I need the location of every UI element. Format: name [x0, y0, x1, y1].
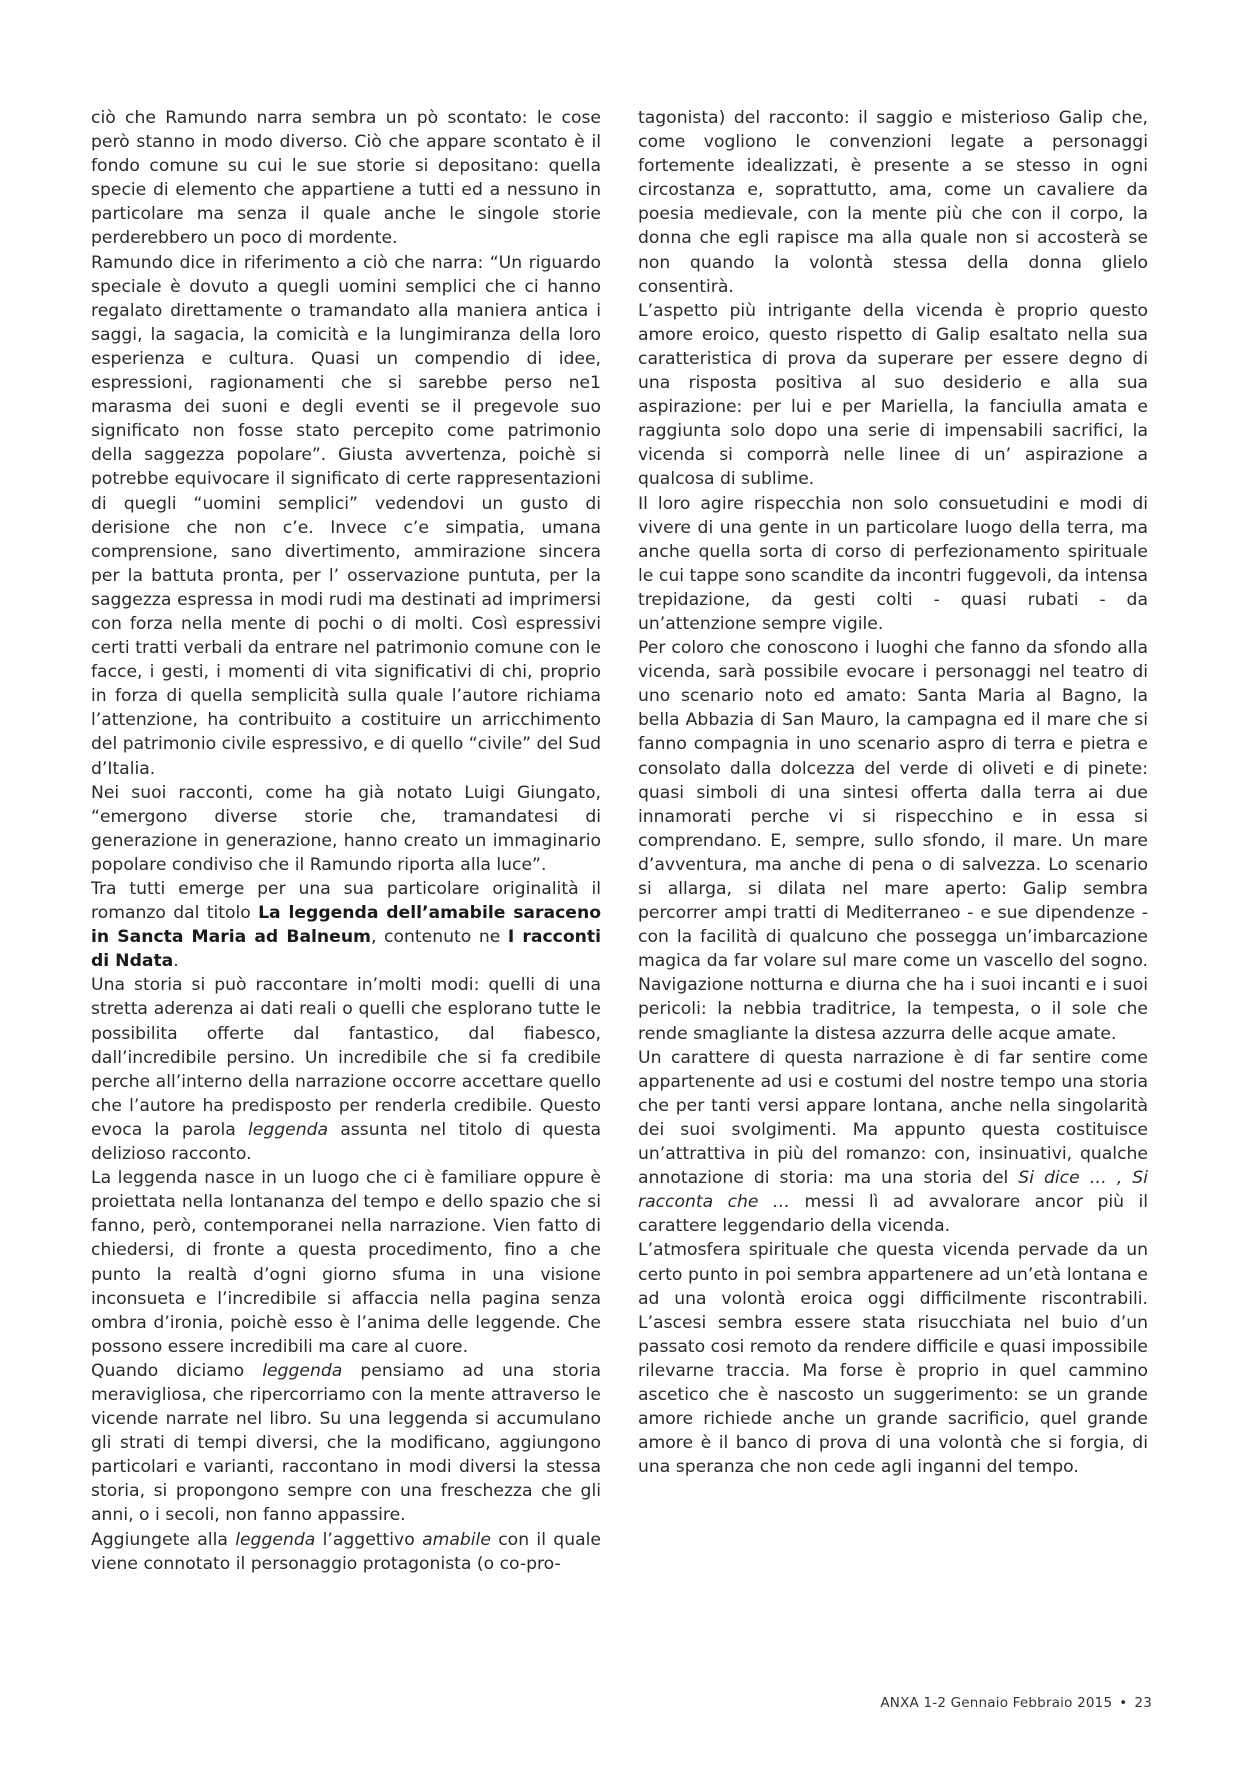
- italic-word: amabile: [422, 1529, 491, 1550]
- text-run: Un carattere di questa narrazione è di far sentire come appartenente ad usi e costumi del nostre tempo una storia che per tanti versi appare lontana, anche nella singolarità dei suoi svolgimenti. Ma appunto questa costituisce un’attrattiva in più del romanzo: con, insinuativi, qualche annotazione di storia: ma una storia del: [638, 1047, 1148, 1189]
- page-number: 23: [1134, 1695, 1152, 1711]
- paragraph: Nei suoi racconti, come ha già notato Luigi Giungato, “emergono diverse storie che, tramandatesi di generazione in generazione, hanno creato un immaginario popolare condiviso che il Ramundo riporta alla luce”.: [91, 782, 601, 875]
- text-run: assunta nel titolo di questa delizioso racconto.: [91, 1119, 601, 1165]
- paragraph: [638, 1046, 1148, 1239]
- paragraph: L’atmosfera spirituale che questa vicenda pervade da un certo punto in poi sembra appartenere ad un’età lontana e ad una volontà eroica oggi difficilmente riscontrabili. L’ascesi sembra essere stata risucchiata nel buio d’un passato cosi remoto da rendere difficile e quasi impossibile rilevarne traccia. Ma forse è proprio in quel cammino ascetico che è nascosto un suggerimento: se un grande amore richiede anche un grande sacrificio, quel grande amore è il banco di prova di una volontà che si forgia, di una speranza che non cede agli inganni del tempo.: [638, 1240, 1148, 1478]
- text-run: Aggiungete alla: [91, 1529, 236, 1550]
- italic-word: leggenda: [248, 1119, 329, 1140]
- publication-name: ANXA 1-2 Gennaio Febbraio 2015: [880, 1695, 1113, 1711]
- paragraph: L’aspetto più intrigante della vicenda è proprio questo amore eroico, questo rispetto di Galip esaltato nella sua caratteristica di prova da superare per essere degno di una risposta positiva al suo desiderio e alla sua aspirazione: per lui e per Mariella, la fanciulla amata e raggiunta solo dopo una serie di impensabili sacrifici, la vicenda si comporrà nelle linee di un’ aspirazione a qualcosa di sublime.: [638, 300, 1148, 490]
- right-column: [638, 106, 1148, 1479]
- paragraph: Per coloro che conoscono i luoghi che fanno da sfondo alla vicenda, sarà possibile evocare i personaggi nel teatro di uno scenario noto ed amato: Santa Maria al Bagno, la bella Abbazia di San Mauro, la campagna ed il mare che si fanno compagnia in uno scenario aspro di terra e pietra e consolato dalla dolcezza del verde di oliveti e di pinete: quasi simboli di una sintesi offerta dalla terra ai due innamorati perche vi si rispecchino e in essa si comprendano. E, sempre, sullo sfondo, il mare. Un mare d’avventura, ma anche di pena o di salvezza. Lo scenario si allarga, si dilata nel mare aperto: Galip sembra percorrer ampi tratti di Mediterraneo - e sue dipendenze - con la facilità di qualcuno che possegga un’imbarcazione magica da far volare sul mare come un vascello del sogno. Navigazione notturna e diurna che ha i suoi incanti e i suoi pericoli: la nebbia traditrice, la tempesta, o il sole che rende smagliante la distesa azzurra delle acque amate.: [638, 638, 1148, 1044]
- italic-phrase: Si dice … , Si racconta che …: [638, 1168, 1148, 1213]
- paragraph: [91, 1528, 601, 1576]
- italic-word: leggenda: [262, 1360, 343, 1381]
- text-run: , contenuto ne: [370, 927, 508, 948]
- paragraph: ciò che Ramundo narra sembra un pò scontato: le cose però stanno in modo diverso. Ciò che appare scontato è il fondo comune su cui le sue storie si depositano: quella specie di elemento che appartiene a tutti ed a nessuno in particolare ma senza il quale anche le singole storie perderebbero un poco di mordente.: [91, 108, 601, 249]
- text-run: Tra tutti emerge per una sua particolare originalità il romanzo dal titolo: [91, 879, 601, 924]
- page-footer: [880, 1695, 1152, 1711]
- paragraph: La leggenda nasce in un luogo che ci è familiare oppure è proiettata nella lontananza del tempo e dello spazio che si fanno, però, contemporanei nella narrazione. Vien fatto di chiedersi, di fronte a questa procedimento, fino a che punto la realtà d’ogni giorno sfuma in una visione inconsueta e l’incredibile si affaccia nella pagina senza ombra d’ironia, poichè esso è l’anima delle leggende. Che possono essere incredibili ma care al cuore.: [91, 1168, 601, 1357]
- paragraph: [91, 1359, 601, 1528]
- paragraph: [91, 973, 601, 1166]
- text-run: l’aggettivo: [315, 1529, 423, 1550]
- paragraph: Ramundo dice in riferimento a ciò che narra: “Un riguardo speciale è dovuto a quegli uomini semplici che ci hanno regalato direttamente o tramandato alla maniera antica i saggi, la sagacia, la comicità e la lungimiranza della loro esperienza e cultura. Quasi un compendio di idee, espressioni, ragionamenti che si sarebbe perso ne1 marasma dei suoni e degli eventi se il pregevole suo significato non fosse stato percepito come patrimonio della saggezza popolare”. Giusta avvertenza, poichè si potrebbe equivocare il significato di certe rappresentazioni di quegli “uomini semplici” vedendovi un gusto di derisione che non c’e. Invece c’e simpatia, umana comprensione, sano divertimento, ammirazione sincera per la battuta pronta, per l’ osservazione puntuta, per la saggezza espressa in modi rudi ma destinati ad imprimersi con forza nella mente di pochi o di molti. Così espressivi certi tratti verbali da entrare nel patrimonio comune con le facce, i gesti, i momenti di vita significativi di chi, proprio in forza di quella semplicità sulla quale l’autore richiama l’attenzione, ha contribuito a costituire un arricchimento del patrimonio civile espressivo, e di quello “civile” del Sud d’Italia.: [91, 252, 601, 779]
- left-column: [91, 106, 601, 1576]
- collection-title-bold: I racconti di Ndata: [91, 927, 601, 972]
- paragraph: Il loro agire rispecchia non solo consuetudini e modi di vivere di una gente in un particolare luogo della terra, ma anche quella sorta di corso di perfezionamento spirituale le cui tappe sono scandite da incontri fuggevoli, da intensa trepidazione, da gesti colti - quasi rubati - da un’attenzione sempre vigile.: [638, 493, 1148, 634]
- text-run: pensiamo ad una storia meravigliosa, che ripercorriamo con la mente attraverso le vicende narrate nel libro. Su una leggenda si accumulano gli strati di tempi diversi, che la modificano, aggiungono particolari e varianti, raccontano in modi diversi la stessa storia, si propongono sempre con una freschezza che gli anni, o i secoli, non fanno appassire.: [91, 1360, 601, 1526]
- text-run: .: [173, 951, 179, 972]
- text-run: Una storia si può raccontare in’molti modi: quelli di una stretta aderenza ai dati reali o quelli che esplorano tutte le possibilita offerte dal fantastico, dal fiabesco, dall’incredibile persino. Un incredibile che si fa credibile perche all’interno della narrazione occorre accettare quello che l’autore ha predisposto per renderla credibile. Questo evoca la parola: [91, 975, 601, 1140]
- paragraph: [91, 877, 601, 973]
- text-run: con il quale viene connotato il personaggio protagonista (o co-pro-: [91, 1529, 601, 1574]
- text-run: messi lì ad avvalorare ancor più il carattere leggendario della vicenda.: [638, 1192, 1148, 1237]
- book-title-bold: La leggenda dell’amabile saraceno in Sancta Maria ad Balneum: [91, 903, 601, 948]
- italic-word: leggenda: [235, 1529, 316, 1550]
- separator-dot: •: [1119, 1695, 1128, 1711]
- paragraph: tagonista) del racconto: il saggio e misterioso Galip che, come vogliono le convenzioni legate a personaggi fortemente idealizzati, è presente a se stesso in ogni circostanza e, soprattutto, ama, come un cavaliere da poesia medievale, con la mente più che con il corpo, la donna che egli rapisce ma alla quale non si accosterà se non quando la volontà stessa della donna glielo consentirà.: [638, 108, 1148, 297]
- text-run: Quando diciamo: [91, 1360, 263, 1381]
